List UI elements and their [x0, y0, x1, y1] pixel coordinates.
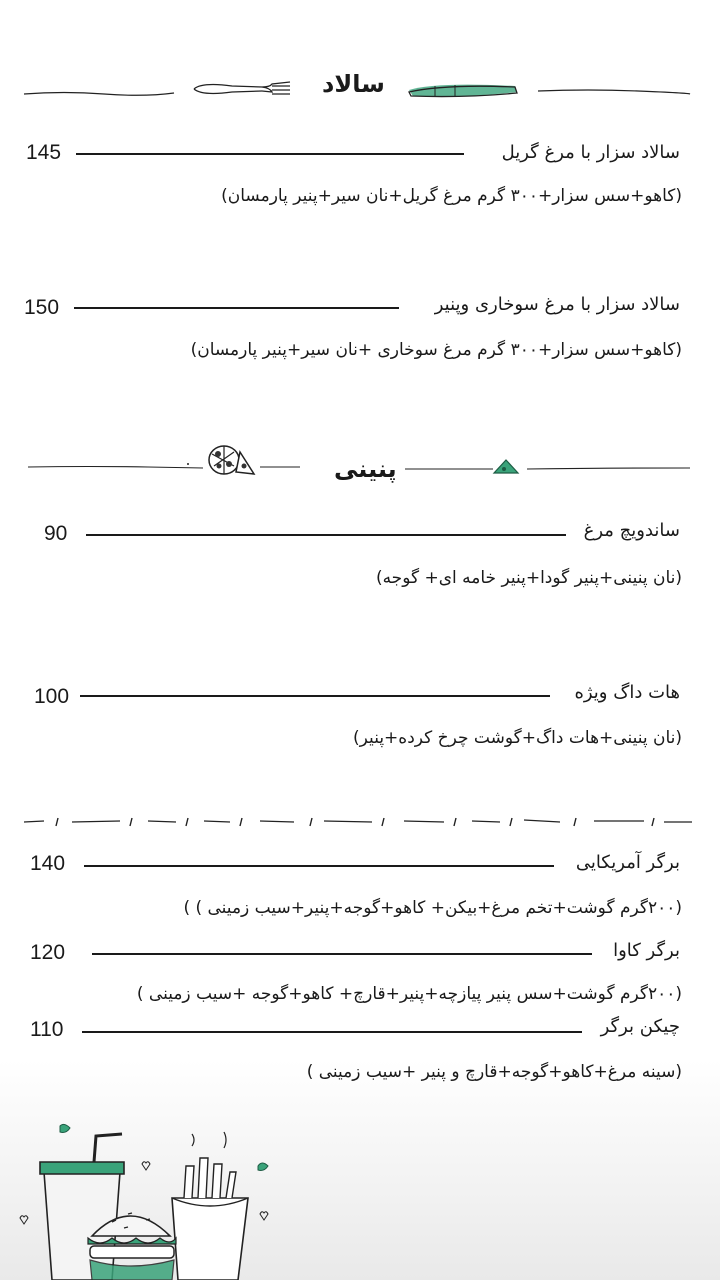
fork-icon	[192, 78, 292, 100]
item-description: (۲۰۰گرم گوشت+سس پنیر پیازچه+پنیر+قارچ+ کاهو+گوجه +سیب زمینی )	[136, 984, 682, 1004]
item-price: 140	[30, 852, 66, 875]
leader-line	[82, 1031, 582, 1033]
leader-line	[84, 865, 554, 867]
pizza-slice-icon	[492, 458, 522, 476]
item-description: (نان پنینی+پنیر گودا+پنیر خامه ای+ گوجه)	[375, 568, 682, 588]
left-divider-line	[24, 88, 174, 98]
knife-icon	[405, 80, 520, 102]
item-title: ساندویچ مرغ	[583, 520, 680, 541]
right-divider-line	[405, 464, 690, 474]
item-price: 120	[30, 941, 66, 964]
item-price: 145	[26, 141, 62, 164]
leader-line	[76, 153, 464, 155]
item-description: (کاهو+سس سزار+۳۰۰ گرم مرغ گریل+نان سیر+پنیر پارمسان)	[221, 186, 682, 206]
left-divider-line	[28, 462, 203, 472]
item-title: هات داگ ویژه	[574, 682, 680, 703]
panini-section-title: پنینی	[334, 455, 397, 483]
item-description: (۲۰۰گرم گوشت+تخم مرغ+بیکن+ کاهو+گوجه+پنیر+سیب زمینی ) )	[183, 898, 682, 918]
item-price: 100	[34, 685, 70, 708]
item-title: برگر آمریکایی	[575, 852, 680, 873]
item-price: 110	[30, 1018, 64, 1041]
item-price: 150	[24, 296, 60, 319]
salad-section-title: سالاد	[322, 70, 385, 98]
short-divider-line	[260, 464, 300, 470]
leader-line	[80, 695, 550, 697]
leader-line	[86, 534, 566, 536]
item-description: (کاهو+سس سزار+۳۰۰ گرم مرغ سوخاری +نان سیر+پنیر پارمسان)	[190, 340, 682, 360]
right-divider-line	[538, 86, 690, 96]
item-title: چیکن برگر	[600, 1016, 680, 1037]
item-title: سالاد سزار با مرغ گریل	[501, 142, 680, 163]
item-description: (نان پنینی+هات داگ+گوشت چرخ کرده+پنیر)	[353, 728, 682, 748]
item-price: 90	[44, 522, 68, 545]
item-title: سالاد سزار با مرغ سوخاری وپنیر	[434, 294, 680, 315]
item-description: (سینه مرغ+کاهو+گوجه+قارچ و پنیر +سیب زمینی )	[306, 1062, 682, 1082]
fast-food-illustration	[0, 1110, 300, 1280]
leader-line	[74, 307, 399, 309]
pizza-icon	[204, 442, 256, 478]
item-title: برگر کاوا	[613, 940, 680, 961]
leader-line	[92, 953, 592, 955]
dashed-divider	[24, 814, 692, 830]
